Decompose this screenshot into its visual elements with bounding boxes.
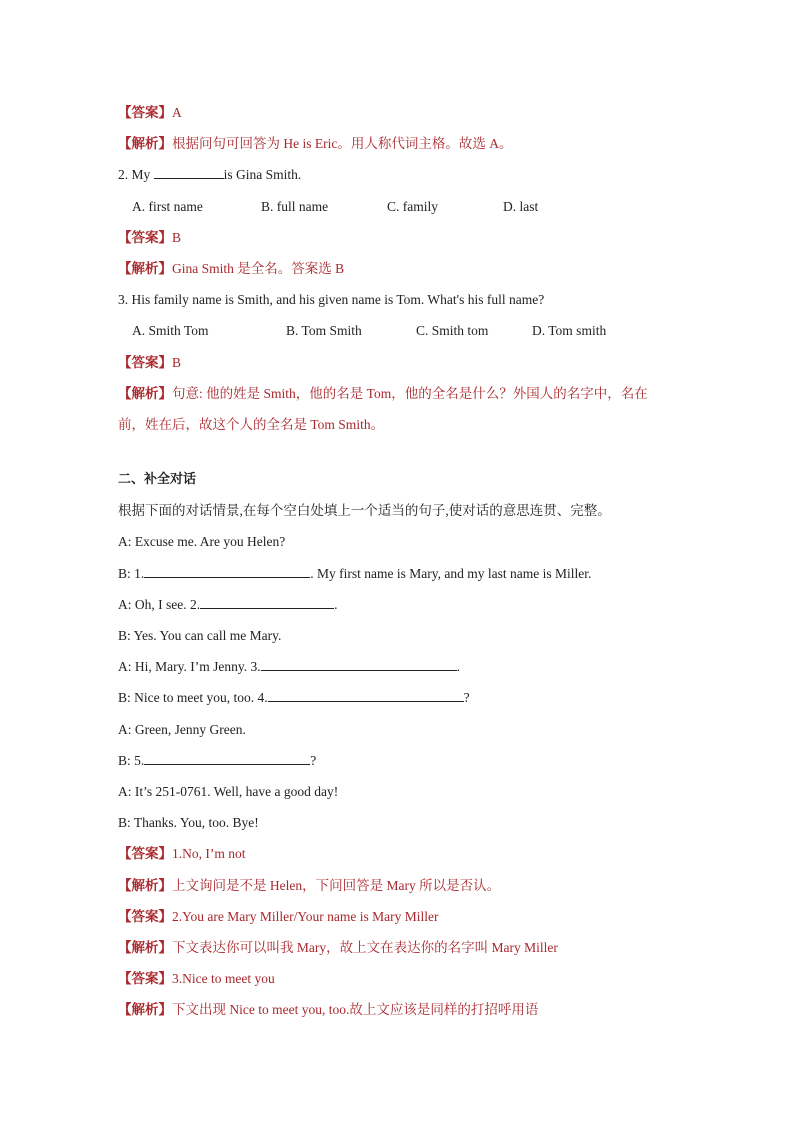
section-instruction: 根据下面的对话情景,在每个空白处填上一个适当的句子,使对话的意思连贯、完整。 [118, 503, 611, 519]
s2-analysis-line-2: 【解析】下文表达你可以叫我 Mary，故上文在表达你的名字叫 Mary Miller [118, 939, 558, 955]
s2-analysis-line-1: 【解析】上文询问是不是 Helen，下问回答是 Mary 所以是否认。 [118, 877, 501, 893]
q3-answer-line [118, 352, 678, 383]
s2-answer-line-2: 【答案】2.You are Mary Miller/Your name is Mary Miller [118, 908, 439, 924]
q2-stem: 2. My is Gina Smith. [118, 164, 678, 195]
q3-analysis-2: 前，姓在后，故这个人的全名是 Tom Smith。 [118, 416, 385, 432]
q2-option-a: A. first name [132, 198, 203, 214]
q2-analysis: Gina Smith 是全名。答案选 B [172, 260, 345, 276]
answer-tag: 【答案】 [118, 908, 172, 924]
q1-analysis: 根据问句可回答为 He is Eric。用人称代词主格。故选 A。 [172, 136, 513, 152]
q2-option-c: C. family [387, 198, 438, 214]
dialogue-line: A: It’s 251-0761. Well, have a good day! [118, 783, 339, 799]
dialogue-line: B: Yes. You can call me Mary. [118, 628, 282, 643]
s2-answer-line-1: 【答案】1.No, I’m not [118, 846, 246, 862]
analysis-tag: 【解析】 [118, 939, 172, 955]
q3-options [118, 320, 678, 351]
dialogue-blank-1 [144, 563, 310, 578]
q1-answer: A [172, 105, 182, 120]
q2-answer: B [172, 229, 182, 245]
dialogue-blank-4 [268, 687, 464, 702]
q3-stem: 3. His family name is Smith, and his given name is Tom. What's his full name? [118, 292, 545, 308]
q2-option-d: D. last [503, 198, 539, 214]
answer-tag: 【答案】 [118, 971, 172, 987]
answer-tag: 【答案】 [118, 105, 172, 120]
dialogue-blank-2 [200, 594, 334, 609]
q2-answer-line [118, 227, 678, 258]
dialogue-line: A: Oh, I see. 2. . [118, 594, 678, 625]
q3-option-a: A. Smith Tom [132, 323, 209, 339]
analysis-tag: 【解析】 [118, 136, 172, 152]
q2-option-b: B. full name [261, 198, 329, 214]
q3-option-b: B. Tom Smith [286, 323, 362, 339]
dialogue-blank-5 [144, 750, 310, 765]
section-heading: 二、补全对话 [118, 472, 197, 488]
analysis-tag: 【解析】 [118, 877, 172, 893]
dialogue-line: B: Nice to meet you, too. 4. ? [118, 687, 678, 718]
q1-answer-line [118, 102, 678, 133]
q1-analysis-line [118, 133, 678, 164]
s2-answer-line-3: 【答案】3.Nice to meet you [118, 971, 275, 987]
answer-tag: 【答案】 [118, 846, 172, 862]
q2-options [118, 196, 678, 227]
analysis-tag: 【解析】 [118, 1002, 172, 1018]
answer-tag: 【答案】 [118, 354, 172, 370]
document-page [118, 102, 678, 1030]
q3-analysis-line-2 [118, 414, 678, 445]
s2-analysis-line-3: 【解析】下文出现 Nice to meet you, too.故上文应该是同样的打招呼用语 [118, 1002, 539, 1018]
answer-tag: 【答案】 [118, 229, 172, 245]
dialogue-blank-3 [261, 656, 457, 671]
dialogue-line: B: Thanks. You, too. Bye! [118, 815, 259, 831]
q3-analysis-line-1 [118, 383, 678, 414]
dialogue-line: B: 1. . My first name is Mary, and my last name is Miller. [118, 563, 678, 594]
dialogue-line: B: 5. ? [118, 750, 678, 781]
dialogue-line: A: Excuse me. Are you Helen? [118, 534, 286, 550]
q3-option-c: C. Smith tom [416, 323, 489, 339]
q2-analysis-line [118, 258, 678, 289]
analysis-tag: 【解析】 [118, 260, 172, 276]
q2-blank [154, 164, 224, 179]
q3-answer: B [172, 354, 182, 370]
q3-analysis-1: 句意: 他的姓是 Smith，他的名是 Tom，他的全名是什么？外国人的名字中，名在 [172, 385, 648, 401]
dialogue-line: A: Hi, Mary. I’m Jenny. 3. . [118, 656, 678, 687]
q3-option-d: D. Tom smith [532, 323, 607, 339]
dialogue-line: A: Green, Jenny Green. [118, 721, 246, 737]
analysis-tag: 【解析】 [118, 385, 172, 401]
